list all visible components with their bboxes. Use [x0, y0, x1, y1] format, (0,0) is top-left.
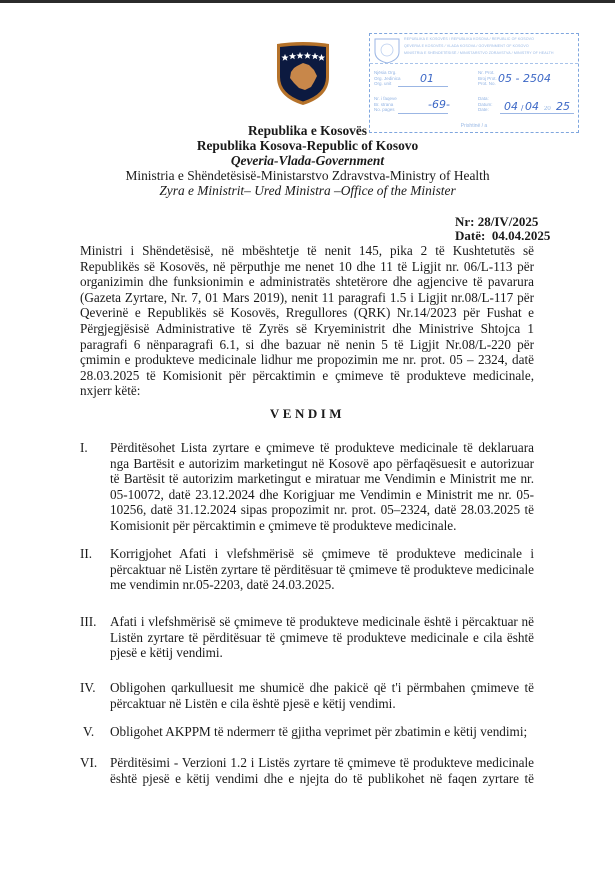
item-number: III. — [80, 614, 97, 629]
stamp-org-unit-value: 01 — [420, 72, 434, 85]
decision-title: VENDIM — [269, 406, 346, 421]
decision-item — [80, 546, 534, 593]
item-text: Obligohet AKPPM të ndermerr të gjitha veprimet për zbatimin e këtij vendimi; — [110, 724, 528, 739]
item-text: Obligohen qarkulluesit me shumicë dhe pakicë që t'i përmbahen çmimeve të përcaktuar në Listën e cila është pjesë e këtij vendimi. — [110, 680, 534, 711]
stamp-prot-number: 05 - 2504 — [498, 72, 551, 85]
government-name: Qeveria-Vlada-Government — [230, 153, 385, 168]
item-text: Përditësohet Lista zyrtare e çmimeve të produkteve medicinale të deklaruara nga Bartësit e autorizim marketingut në Kosovë apo përfaqësuesit e autorizuar të Bartësit të autorizim marketingut e miratuar me Vendimin e Ministrit me nr. 05-10072, datë 23.12.2024 dhe Korigjuar me Vendimin e Ministrit me nr. 05-10256, datë 31.12.2024 sipas propozimit nr. prot. 05–2324, datë 28.03.2025 të Komisionit për përcaktimin e çmimeve të produkteve medicinale. — [110, 440, 534, 533]
stamp-date-year: 25 — [556, 100, 570, 113]
stamp-pages-value: -69- — [428, 98, 450, 111]
stamp-city: Prishtinë / a — [460, 123, 488, 129]
ministry-name: Ministria e Shëndetësisë-Ministarstvo Zdravstva-Ministry of Health — [125, 168, 490, 183]
stamp-divider — [370, 63, 578, 64]
letterhead — [0, 123, 615, 198]
item-text: Korrigjohet Afati i vlefshmërisë së çmimeve të produkteve medicinale i përcaktuar në Listën zyrtare të përditësuar të çmimeve të produkteve medicinale me vendimin nr.05-2203, datë 24.03.2025. — [110, 546, 534, 593]
stamp-org-unit-line — [398, 86, 448, 87]
stamp-date-line — [500, 113, 574, 114]
stamp-date-sep: / — [521, 104, 524, 112]
reference-date: Datë: 04.04.2025 — [455, 228, 551, 243]
stamp-pages-line — [398, 113, 448, 114]
kosovo-coat-of-arms-icon — [273, 41, 333, 107]
decision-item — [80, 614, 534, 661]
decision-item — [80, 680, 534, 711]
stamp-header: REPUBLIKA E KOSOVËS / REPUBLIKA KOSOVA / REPUBLIC OF KOSOVO QEVERIA E KOSOVËS / VLADA KOSOVA / GOVERNMENT OF KOSOVO MINISTRIA E SHËNDETËSISË / MINISTARSTVO ZDRAVSTVA / MINISTRY OF HEALTH — [404, 37, 554, 55]
stamp-date-labels: Data: Datum: Date: — [478, 96, 493, 112]
item-number: V. — [83, 724, 95, 739]
stamp-pages-labels: Nr. i faqeve Br. strana No. pages — [374, 96, 397, 112]
item-number: I. — [80, 440, 88, 455]
stamp-date-month: 04 — [525, 100, 539, 113]
item-text: Afati i vlefshmërisë së çmimeve të produkteve medicinale është i përcaktuar në Listën zyrtare të përditësuar të çmimeve të produkteve medicinale e cila është pjesë e këtij vendimi. — [110, 614, 534, 661]
stamp-org-unit-labels: Njësia Org. Org. Jedinica Org. unit — [374, 70, 401, 86]
document-reference — [455, 215, 550, 243]
decision-item — [80, 724, 534, 740]
item-text: Përditësimi - Verzioni 1.2 i Listës zyrtare të çmimeve të produkteve medicinale është pjesë e këtij vendimi dhe e njejta do të publikohet në faqen zyrtare të — [110, 755, 534, 786]
stamp-date-century: 20 — [544, 106, 551, 112]
decision-item — [80, 440, 534, 534]
stamp-prot-labels: Nr. Prot. Broj Prot. Prot. No. — [478, 70, 497, 86]
item-number: VI. — [80, 755, 98, 770]
office-name: Zyra e Ministrit– Ured Ministra –Office of the Minister — [159, 183, 456, 198]
reference-number: Nr: 28/IV/2025 — [455, 214, 539, 229]
country-name-multilingual: Republika Kosova-Republic of Kosovo — [196, 138, 419, 153]
stamp-seal-icon — [372, 36, 402, 64]
registry-stamp — [369, 33, 579, 133]
preamble-paragraph: Ministri i Shëndetësisë, në mbështetje të nenit 145, pika 2 të Kushtetutës së Republikës së Kosovës, në përputhje me nenet 10 dhe 11 të Ligjit nr. 06/L-113 për organizimin dhe funksionimin e administratës shtetërore dhe agjencive të pavarura (Gazeta Zyrtare, Nr. 7, 01 Mars 2019), nenit 11 paragrafi 1.5 i Ligjit nr.08/L-117 për Qeverinë e Republikës së Kosovës, Rregullores (QRK) Nr.14/2023 për Fushat e Përgjegjësisë Administrative të Zyrës së Kryeministrit dhe Ministrive Shtojca 1 paragrafi 6 nënparagrafi 6.1, si dhe bazuar në nenin 5 të Ligjit Nr.08/L-220 për çmimin e produkteve medicinale lidhur me propozimin me nr. prot. 05 – 2324, datë 28.03.2025 të Komisionit për përcaktimin e çmimeve të produkteve medicinale, nxjerr këtë: — [80, 243, 534, 399]
stamp-date-day: 04 — [504, 100, 518, 113]
country-name: Republika e Kosovës — [247, 123, 368, 138]
decision-item — [80, 755, 534, 786]
item-number: IV. — [80, 680, 96, 695]
viewer-top-edge — [0, 0, 615, 3]
item-number: II. — [80, 546, 93, 561]
